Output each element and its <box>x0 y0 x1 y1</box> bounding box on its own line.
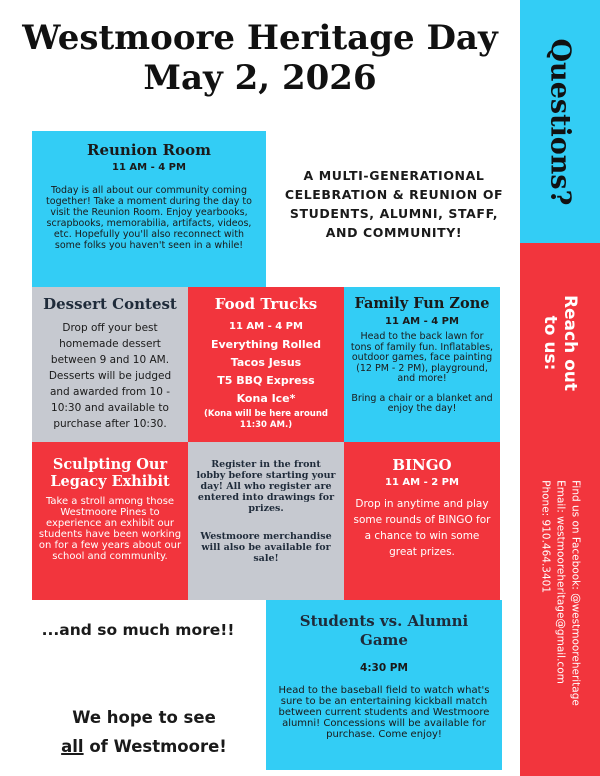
contact-details <box>538 480 583 706</box>
sculpting-exhibit-description: Take a stroll among those Westmoore Pines to experience an exhibit our students have been working on for a few years about our school and community. <box>38 496 182 562</box>
bingo-time: 11 AM - 2 PM <box>385 477 459 488</box>
vendor-item: T5 BBQ Express <box>217 374 315 387</box>
register-text: Register in the front lobby before starting your day! All who register are entered into drawings for prizes. <box>196 459 336 514</box>
facebook-contact: Find us on Facebook: @westmooreheritage <box>569 480 582 706</box>
reach-out-heading: Reach out to us: <box>540 294 580 392</box>
food-trucks-title: Food Trucks <box>214 295 318 313</box>
closing-suffix: of Westmoore! <box>89 737 227 756</box>
dessert-contest-description: Drop off your best homemade dessert between 9 and 10 AM. Desserts will be judged and awarded from 10 - 10:30 and available to purchase after 10:30. <box>48 322 172 430</box>
page-title <box>0 18 520 98</box>
vendor-item: Tacos Jesus <box>230 356 302 369</box>
family-fun-zone-title: Family Fun Zone <box>354 295 490 312</box>
closing-line-1: We hope to see <box>72 708 216 727</box>
game-description: Head to the baseball field to watch what's sure to be an entertaining kickball match between current students and Westmoore alumni! Concessions will be available for purchase. Come enjoy! <box>278 685 490 740</box>
vendor-item: Kona Ice* <box>236 392 296 405</box>
reunion-room-title: Reunion Room <box>87 141 211 159</box>
game-time: 4:30 PM <box>360 662 408 674</box>
closing-line-2 <box>32 732 256 761</box>
questions-heading: Questions? <box>544 38 576 206</box>
bingo-description: Drop in anytime and play some rounds of BINGO for a chance to win some great prizes. <box>353 498 491 558</box>
food-trucks-box <box>188 287 344 442</box>
email-contact: Email: westmooreheritage@gmail.com <box>554 480 567 684</box>
dessert-contest-title: Dessert Contest <box>43 295 177 313</box>
and-so-much-more-text: ...and so much more!! <box>41 621 235 639</box>
title-line-1: Westmoore Heritage Day <box>22 18 498 58</box>
game-title: Students vs. Alumni Game <box>299 612 469 649</box>
title-line-2: May 2, 2026 <box>143 58 377 98</box>
reunion-room-description: Today is all about our community coming together! Take a moment during the day to visit the Reunion Room. Enjoy yearbooks, scrapbooks, memorabilia, artifacts, videos, etc. Hopefully you'll also reconnect with some folks you haven't seen in a while! <box>46 185 252 251</box>
students-vs-alumni-box <box>266 600 502 770</box>
reunion-room-time: 11 AM - 4 PM <box>112 162 186 173</box>
dessert-contest-box <box>32 287 188 442</box>
family-fun-zone-extra: Bring a chair or a blanket and enjoy the day! <box>351 392 493 414</box>
food-trucks-time: 11 AM - 4 PM <box>229 321 303 332</box>
bingo-box <box>344 442 500 600</box>
family-fun-zone-description: Head to the back lawn for tons of family fun. Inflatables, outdoor games, face painting (12 PM - 2 PM), playground, and more! <box>350 331 494 384</box>
food-trucks-vendor-list <box>194 336 338 408</box>
register-box <box>188 442 344 600</box>
event-tagline: A MULTI-GENERATIONAL CELEBRATION & REUNION OF STUDENTS, ALUMNI, STAFF, AND COMMUNITY! <box>284 168 504 240</box>
food-trucks-note: (Kona will be here around 11:30 AM.) <box>204 409 328 430</box>
sculpting-exhibit-title: Sculpting Our Legacy Exhibit <box>50 456 170 490</box>
bingo-title: BINGO <box>392 456 452 474</box>
questions-strip <box>520 0 600 243</box>
family-fun-zone-time: 11 AM - 4 PM <box>385 316 459 327</box>
closing-message <box>32 703 256 761</box>
reunion-room-box <box>32 131 266 287</box>
contact-strip <box>520 243 600 776</box>
vendor-item: Everything Rolled <box>210 338 322 351</box>
phone-contact: Phone: 910.464.3401 <box>539 480 552 594</box>
family-fun-zone-box <box>344 287 500 442</box>
merchandise-text: Westmoore merchandise will also be available for sale! <box>200 531 332 564</box>
closing-emphasis: all <box>61 737 84 756</box>
sculpting-exhibit-box <box>32 442 188 600</box>
